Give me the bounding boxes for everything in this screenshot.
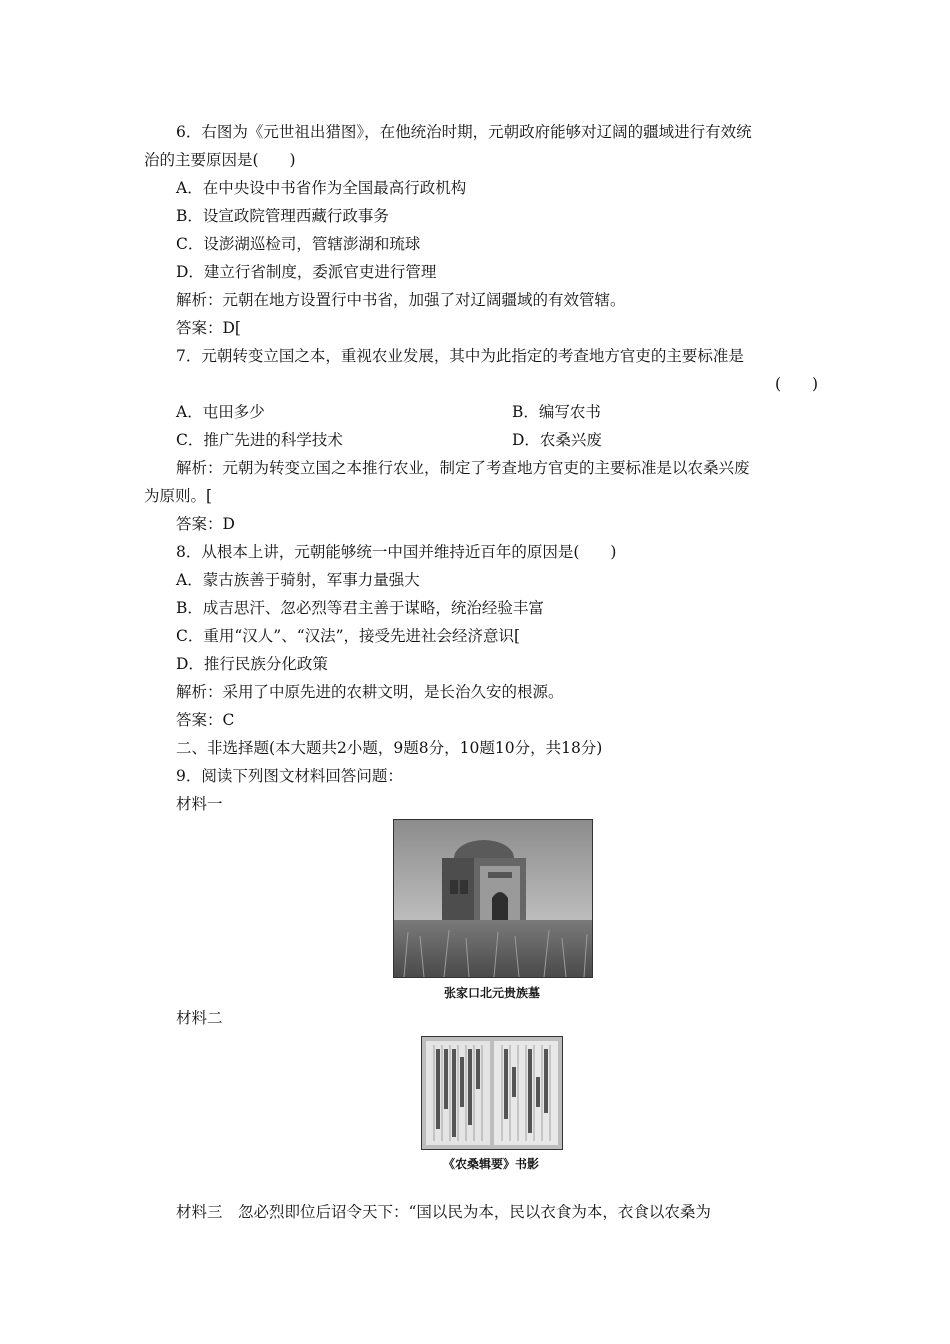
book-photo-svg	[422, 1037, 562, 1149]
q9-material2-label: 材料二	[176, 1009, 223, 1027]
q7-answer: 答案：D	[176, 515, 235, 533]
figure1-caption: 张家口北元贵族墓	[443, 986, 540, 1000]
q8-option-d: D．推行民族分化政策	[176, 655, 328, 673]
q6-option-d: D．建立行省制度，委派官吏进行管理	[176, 263, 437, 281]
book-photo	[421, 1036, 563, 1150]
q6-option-b: B．设宣政院管理西藏行政事务	[176, 207, 389, 225]
q7-stem-paren: ( )	[775, 375, 819, 393]
q7-option-c: C．推广先进的科学技术	[176, 431, 343, 449]
q8-option-b: B．成吉思汗、忽必烈等君主善于谋略，统治经验丰富	[176, 599, 544, 617]
q7-analysis-line2: 为原则。[	[144, 487, 213, 505]
section2-title: 二、非选择题(本大题共2小题，9题8分，10题10分，共18分)	[176, 739, 603, 757]
q8-stem: 8．从根本上讲，元朝能够统一中国并维持近百年的原因是( )	[176, 543, 617, 561]
q9-material1-label: 材料一	[176, 795, 223, 813]
q6-analysis: 解析：元朝在地方设置行中书省，加强了对辽阔疆域的有效管辖。	[176, 291, 626, 309]
q6-stem-line1: 6．右图为《元世祖出猎图》，在他统治时期，元朝政府能够对辽阔的疆域进行有效统	[176, 123, 752, 141]
q6-option-c: C．设澎湖巡检司，管辖澎湖和琉球	[176, 235, 421, 253]
q7-stem-line1: 7．元朝转变立国之本，重视农业发展，其中为此指定的考查地方官吏的主要标准是	[176, 347, 744, 365]
q6-option-a: A．在中央设中书省作为全国最高行政机构	[176, 179, 467, 197]
q7-option-a: A．屯田多少	[176, 403, 265, 421]
q8-analysis: 解析：采用了中原先进的农耕文明，是长治久安的根源。	[176, 683, 564, 701]
q8-answer: 答案：C	[176, 711, 235, 729]
tomb-photo	[393, 819, 593, 978]
q9-stem: 9．阅读下列图文材料回答问题：	[176, 767, 403, 785]
q8-option-c: C．重用“汉人”、“汉法”，接受先进社会经济意识[	[176, 627, 521, 645]
q9-material3-line: 材料三 忽必烈即位后诏令天下：“国以民为本，民以衣食为本，衣食以农桑为	[176, 1203, 711, 1221]
figure2-caption: 《农桑辑要》书影	[442, 1157, 539, 1171]
q6-answer: 答案：D[	[176, 319, 241, 337]
q8-option-a: A．蒙古族善于骑射，军事力量强大	[176, 571, 420, 589]
q7-option-b: B．编写农书	[512, 403, 601, 421]
q6-stem-line2: 治的主要原因是( )	[144, 151, 296, 169]
q7-analysis-line1: 解析：元朝为转变立国之本推行农业，制定了考查地方官吏的主要标准是以农桑兴废	[176, 459, 750, 477]
q7-option-d: D．农桑兴废	[512, 431, 602, 449]
tomb-photo-svg	[394, 820, 592, 977]
